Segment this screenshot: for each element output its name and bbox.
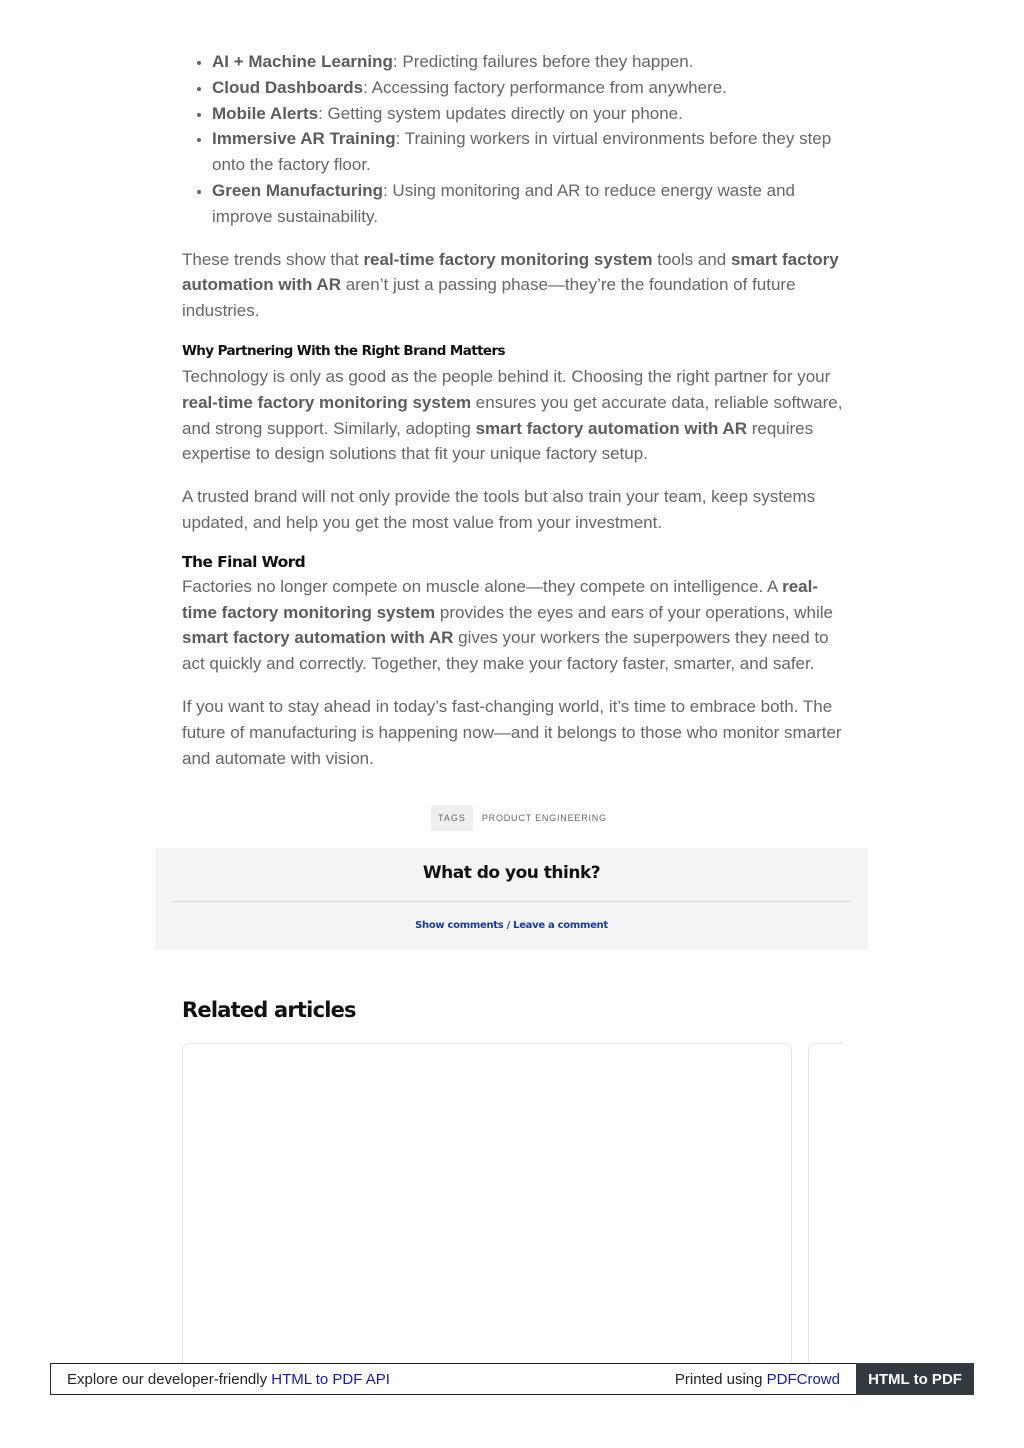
trend-list (182, 49, 846, 230)
list-item: • Cloud Dashboards: Accessing factory performance from anywhere. (212, 75, 846, 101)
comments-box (155, 848, 868, 950)
show-comments-link[interactable]: Show comments / Leave a comment (415, 920, 608, 931)
list-item: • Mobile Alerts: Getting system updates directly on your phone. (212, 101, 846, 127)
list-item: • Green Manufacturing: Using monitoring and AR to reduce energy waste and improve sustainability. (212, 178, 846, 230)
tags-label: TAGS (431, 805, 473, 831)
html-to-pdf-api-link[interactable]: HTML to PDF API (271, 1370, 390, 1388)
partner-paragraph-2: A trusted brand will not only provide the tools but also train your team, keep systems updated, and help you get the most value from your investment. (182, 487, 816, 532)
footer-explore: Explore our developer-friendly HTML to PDF API (67, 1370, 390, 1388)
tags-row (431, 805, 607, 831)
final-paragraph-1: Factories no longer compete on muscle alone—they compete on intelligence. A real-time factory monitoring system provides the eyes and ears of your operations, while smart factory automation with AR gives your workers the superpowers they need to act quickly and correctly. Together, they make your factory faster, smarter, and safer. (182, 576, 834, 674)
comments-title: What do you think? (422, 863, 601, 883)
partner-paragraph-1: Technology is only as good as the people behind it. Choosing the right partner for your real-time factory monitoring system ensures you get accurate data, reliable software, and strong support. Similarly, adopting smart factory automation with AR requires expertise to design solutions that fit your unique factory setup. (182, 366, 843, 464)
list-item: • AI + Machine Learning: Predicting failures before they happen. (212, 49, 846, 75)
html-to-pdf-button[interactable]: HTML to PDF (856, 1363, 974, 1395)
pdfcrowd-link[interactable]: PDFCrowd (766, 1370, 840, 1388)
list-item: • Immersive AR Training: Training workers in virtual environments before they step onto the factory floor. (212, 126, 846, 178)
trends-paragraph: These trends show that real-time factory monitoring system tools and smart factory automation with AR aren’t just a passing phase—they’re the foundation of future industries. (182, 249, 839, 321)
carousel-clip (843, 1040, 883, 1370)
article-body (182, 49, 846, 771)
related-article-card[interactable] (182, 1043, 792, 1364)
final-paragraph-2: If you want to stay ahead in today’s fast-changing world, it’s time to embrace both. The future of manufacturing is happening now—and it belongs to those who monitor smarter and automate with vision. (182, 696, 842, 768)
divider (172, 901, 851, 902)
related-articles-title: Related articles (182, 998, 356, 1022)
section-heading-final: The Final Word (182, 552, 306, 571)
pdf-footer (50, 1363, 974, 1395)
footer-printed: Printed using PDFCrowd (674, 1370, 840, 1388)
tag-link[interactable]: PRODUCT ENGINEERING (481, 813, 607, 823)
footer-bar (50, 1363, 856, 1395)
section-heading-partner: Why Partnering With the Right Brand Matters (182, 342, 505, 359)
